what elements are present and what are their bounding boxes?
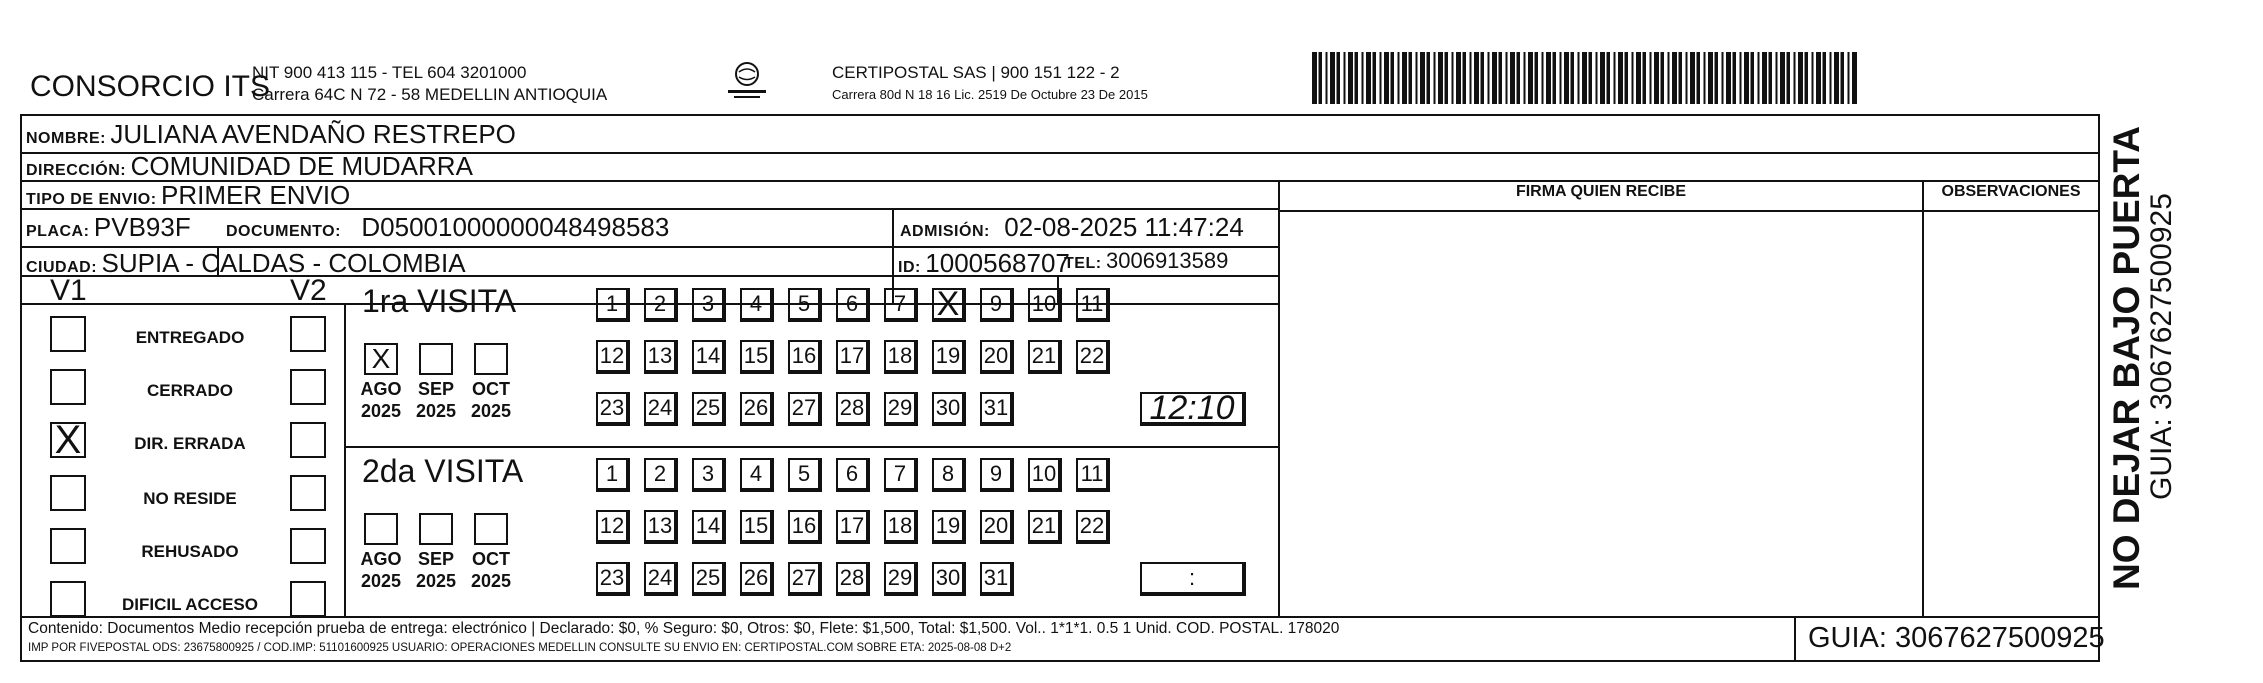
status-label: CERRADO [147,381,233,400]
day-box[interactable]: 13 [644,510,678,544]
direccion-value: COMUNIDAD DE MUDARRA [130,151,473,181]
day-box[interactable]: 9 [980,458,1014,492]
ciudad-label: CIUDAD: [26,259,98,276]
barcode-bar [1834,52,1839,104]
footer-guia-divider [1794,616,1796,662]
day-box[interactable]: 4 [740,458,774,492]
v2-checkbox[interactable] [290,369,326,405]
barcode-bar [1852,52,1857,104]
barcode-bar [1510,52,1515,104]
barcode-bar [1517,52,1521,104]
day-box[interactable]: 15 [740,510,774,544]
documento-value: D05001000000048498583 [361,212,670,242]
day-box[interactable]: 14 [692,510,726,544]
barcode-bar [1427,52,1431,104]
day-box[interactable]: 30 [932,562,966,596]
form-bottom-border [20,660,2100,662]
barcode-bar [1362,52,1364,104]
barcode-bar [1578,52,1580,104]
status-divider [344,303,346,617]
day-box[interactable]: 6 [836,458,870,492]
barcode-bar [1726,52,1731,104]
day-box[interactable]: 12 [596,340,630,374]
day-box[interactable]: 29 [884,562,918,596]
barcode-bar [1625,52,1629,104]
day-box[interactable]: 26 [740,392,774,426]
year-label: 2025 [470,401,512,421]
day-box[interactable]: 28 [836,392,870,426]
barcode-bar [1560,52,1562,104]
tipo-label: TIPO DE ENVIO: [26,191,157,208]
month-checkbox[interactable] [419,343,453,375]
month-checkbox[interactable] [474,513,508,545]
ciudad-row [26,248,466,279]
status-label: REHUSADO [141,542,239,561]
barcode-bar [1452,52,1454,104]
barcode-bar [1596,52,1598,104]
direccion-label: DIRECCIÓN: [26,162,127,179]
barcode-bar [1463,52,1467,104]
day-box[interactable]: 22 [1076,340,1110,374]
nombre-row [26,119,516,150]
barcode-bar [1434,52,1436,104]
barcode-bar [1499,52,1503,104]
month-checkbox[interactable] [474,343,508,375]
barcode-bar [1445,52,1449,104]
barcode-bar [1704,52,1706,104]
barcode-bar [1722,52,1724,104]
time-box[interactable]: : [1140,562,1246,596]
barcode-bar [1456,52,1461,104]
day-box[interactable]: 23 [596,562,630,596]
day-box[interactable]: 22 [1076,510,1110,544]
year-label: 2025 [415,401,457,421]
barcode-bar [1384,52,1389,104]
barcode-bar [1708,52,1713,104]
tel-value: 3006913589 [1106,248,1229,273]
barcode-bar [1589,52,1593,104]
barcode-bar [1787,52,1791,104]
barcode-bar [1492,52,1497,104]
day-box[interactable]: 5 [788,288,822,322]
documento-label: DOCUMENTO: [226,223,341,240]
barcode-bar [1528,52,1533,104]
month-year-label [351,548,411,592]
firma-left-line [1278,180,1280,618]
day-box[interactable]: 7 [884,288,918,322]
status-label: ENTREGADO [135,328,245,347]
day-box[interactable]: 2 [644,458,678,492]
barcode-bar [1355,52,1359,104]
barcode-bar [1420,52,1425,104]
v1-checkbox[interactable] [50,316,86,352]
barcode-bar [1812,52,1814,104]
admision-label: ADMISIÓN: [900,223,990,240]
tipo-row [26,180,350,211]
day-box[interactable]: 30 [932,392,966,426]
year-label: 2025 [470,571,512,591]
barcode-bar [1470,52,1472,104]
v1-checkbox[interactable] [50,581,86,617]
v2-checkbox[interactable] [290,316,326,352]
day-box[interactable]: 16 [788,340,822,374]
carrier-line2: Carrera 80d N 18 16 Lic. 2519 De Octubre 23 De 2015 [832,87,1148,102]
id-value: 1000568707 [925,248,1070,278]
status-label: DIR. ERRADA [134,434,246,453]
barcode-bar [1715,52,1719,104]
barcode-bar [1636,52,1641,104]
barcode-bar [1337,52,1341,104]
visit2-title: 2da VISITA [362,453,524,489]
barcode-bar [1564,52,1569,104]
month-label: SEP [417,379,455,399]
month-year-label [461,378,521,422]
day-box[interactable]: 24 [644,562,678,596]
month-year-label [461,548,521,592]
barcode-bar [1668,52,1670,104]
day-box[interactable]: 20 [980,510,1014,544]
month-label: OCT [472,549,510,569]
barcode-bar [1312,52,1317,104]
day-box[interactable]: 23 [596,392,630,426]
day-box[interactable]: 10 [1028,458,1062,492]
barcode-bar [1769,52,1773,104]
side-guia-text: GUIA: 3067627500925 [2145,193,2178,500]
day-box[interactable]: 26 [740,562,774,596]
barcode-bar [1632,52,1634,104]
visit-divider [344,446,1280,448]
footer-line2: IMP POR FIVEPOSTAL ODS: 23675800925 / COD.IMP: 51101600925 USUARIO: OPERACIONES MEDELLIN CONSULTE SU ENVIO EN: CERTIPOSTAL.COM SOBRE ETA: 2025-08-08 D+2 [28,642,1012,654]
barcode-bar [1326,52,1328,104]
barcode-bar [1373,52,1377,104]
company-name: CONSORCIO ITS [30,70,271,103]
v1-label: V1 [50,274,87,307]
month-label: AGO [360,379,402,399]
day-box[interactable]: X [932,288,966,322]
v2-checkbox[interactable] [290,475,326,511]
day-box[interactable]: 27 [788,562,822,596]
admision-row [900,212,1244,243]
day-box[interactable]: 5 [788,458,822,492]
day-box[interactable]: 24 [644,392,678,426]
ciudad-value: SUPIA - CALDAS - COLOMBIA [101,248,466,278]
v2-checkbox[interactable] [290,528,326,564]
day-box[interactable]: 31 [980,562,1014,596]
tipo-value: PRIMER ENVIO [161,180,351,210]
id-row [898,248,1070,279]
day-box[interactable]: 1 [596,458,630,492]
barcode-bar [1553,52,1557,104]
day-box[interactable]: 18 [884,340,918,374]
barcode-bar [1794,52,1796,104]
firma-header-line [1278,210,2100,212]
carrier-name: CERTIPOSTAL SAS | 900 151 122 - 2 [832,63,1120,82]
placa-value: PVB93F [93,212,191,242]
footer-top-line [20,616,2100,618]
day-box[interactable]: 11 [1076,458,1110,492]
company-info-line1: NIT 900 413 115 - TEL 604 3201000 [252,63,527,82]
day-box[interactable]: 28 [836,562,870,596]
barcode-bar [1614,52,1616,104]
form-top-border [20,114,2100,116]
footer-guia: GUIA: 3067627500925 [1808,622,2105,654]
day-box[interactable]: 3 [692,288,726,322]
obs-left-line [1922,180,1924,618]
time-box[interactable]: 12:10 [1140,392,1246,426]
placa-label: PLACA: [26,223,90,240]
firma-label: FIRMA QUIEN RECIBE [1515,183,1687,200]
barcode-bar [1319,52,1323,104]
nombre-value: JULIANA AVENDAÑO RESTREPO [110,119,516,149]
day-box[interactable]: 14 [692,340,726,374]
day-box[interactable]: 9 [980,288,1014,322]
day-box[interactable]: 12 [596,510,630,544]
barcode-bar [1672,52,1677,104]
barcode-bar [1582,52,1587,104]
barcode-bar [1830,52,1832,104]
barcode-bar [1805,52,1809,104]
day-box[interactable]: 21 [1028,510,1062,544]
v2-label: V2 [290,274,327,307]
day-box[interactable]: 27 [788,392,822,426]
barcode-bar [1398,52,1400,104]
day-box[interactable]: 21 [1028,340,1062,374]
day-box[interactable]: 13 [644,340,678,374]
tel-row [1064,248,1228,274]
barcode-bar [1600,52,1605,104]
day-box[interactable]: 15 [740,340,774,374]
day-box[interactable]: 1 [596,288,630,322]
v1-checkbox[interactable]: X [50,422,86,458]
barcode-bar [1650,52,1652,104]
month-checkbox[interactable] [364,513,398,545]
day-box[interactable]: 8 [932,458,966,492]
v2-checkbox[interactable] [290,581,326,617]
company-info-line2: Carrera 64C N 72 - 58 MEDELLIN ANTIOQUIA [252,85,608,104]
carrier-info [832,62,1148,106]
day-box[interactable]: 18 [884,510,918,544]
company-info [252,62,607,106]
id-label: ID: [898,259,921,276]
observaciones-label: OBSERVACIONES [1941,183,2081,200]
barcode-bar [1762,52,1767,104]
barcode-bar [1848,52,1850,104]
month-label: OCT [472,379,510,399]
barcode-bar [1661,52,1665,104]
day-box[interactable]: 6 [836,288,870,322]
side-main-text: NO DEJAR BAJO PUERTA [2106,126,2147,590]
day-box[interactable]: 16 [788,510,822,544]
month-year-label [351,378,411,422]
side-text [2106,126,2178,590]
year-label: 2025 [360,571,402,591]
barcode-bar [1744,52,1749,104]
year-label: 2025 [360,401,402,421]
nombre-label: NOMBRE: [26,130,106,147]
barcode-bar [1344,52,1346,104]
barcode-bar [1488,52,1490,104]
day-box[interactable]: 25 [692,392,726,426]
barcode [1312,52,1860,104]
form-left-border [20,114,22,662]
day-box[interactable]: 3 [692,458,726,492]
barcode-bar [1330,52,1335,104]
day-box[interactable]: 31 [980,392,1014,426]
barcode-bar [1366,52,1371,104]
barcode-bar [1816,52,1821,104]
month-label: SEP [417,549,455,569]
barcode-bar [1643,52,1647,104]
barcode-bar [1697,52,1701,104]
day-box[interactable]: 4 [740,288,774,322]
day-box[interactable]: 10 [1028,288,1062,322]
barcode-bar [1654,52,1659,104]
tel-label: TEL: [1064,255,1102,272]
day-box[interactable]: 17 [836,510,870,544]
barcode-bar [1402,52,1407,104]
barcode-bar [1391,52,1395,104]
v1-checkbox[interactable] [50,369,86,405]
barcode-bar [1679,52,1683,104]
barcode-bar [1798,52,1803,104]
month-checkbox[interactable] [419,513,453,545]
barcode-bar [1823,52,1827,104]
barcode-bar [1740,52,1742,104]
day-box[interactable]: 20 [980,340,1014,374]
day-box[interactable]: 25 [692,562,726,596]
barcode-bar [1776,52,1778,104]
day-box[interactable]: 7 [884,458,918,492]
day-box[interactable]: 11 [1076,288,1110,322]
barcode-bar [1546,52,1551,104]
barcode-bar [1416,52,1418,104]
barcode-bar [1686,52,1688,104]
month-label: AGO [360,549,402,569]
status-label: DIFICIL ACCESO [121,595,258,614]
v1-checkbox[interactable] [50,475,86,511]
admision-value: 02-08-2025 11:47:24 [1004,212,1244,242]
day-box[interactable]: 19 [932,340,966,374]
day-box[interactable]: 17 [836,340,870,374]
certipostal-logo [722,58,772,102]
barcode-bar [1380,52,1382,104]
footer-line1: Contenido: Documentos Medio recepción prueba de entrega: electrónico | Declarado: $0, % Seguro: $0, Otros: $0, Flete: $1,500, Total: $1,500. Vol.. 1*1*1. 0.5 1 Unid. COD. POSTAL. 178020 [28,620,1340,637]
barcode-bar [1409,52,1413,104]
barcode-bar [1733,52,1737,104]
barcode-bar [1571,52,1575,104]
placa-row [26,212,191,243]
day-box[interactable]: 2 [644,288,678,322]
day-box[interactable]: 29 [884,392,918,426]
barcode-bar [1542,52,1544,104]
visit1-title: 1ra VISITA [362,283,517,319]
barcode-bar [1690,52,1695,104]
direccion-row [26,151,473,182]
month-checkbox[interactable]: X [364,343,398,375]
documento-row [226,212,669,243]
month-year-label [406,378,466,422]
barcode-bar [1758,52,1760,104]
barcode-bar [1348,52,1353,104]
barcode-bar [1438,52,1443,104]
admision-divider-top [892,210,894,248]
barcode-bar [1751,52,1755,104]
barcode-bar [1506,52,1508,104]
barcode-bar [1535,52,1539,104]
barcode-bar [1474,52,1479,104]
year-label: 2025 [415,571,457,591]
status-label: NO RESIDE [143,489,237,508]
day-box[interactable]: 19 [932,510,966,544]
barcode-bar [1841,52,1845,104]
v2-checkbox[interactable] [290,422,326,458]
month-year-label [406,548,466,592]
barcode-bar [1618,52,1623,104]
barcode-bar [1524,52,1526,104]
v1-checkbox[interactable] [50,528,86,564]
form-right-border [2098,114,2100,662]
barcode-bar [1780,52,1785,104]
barcode-bar [1481,52,1485,104]
barcode-bar [1607,52,1611,104]
